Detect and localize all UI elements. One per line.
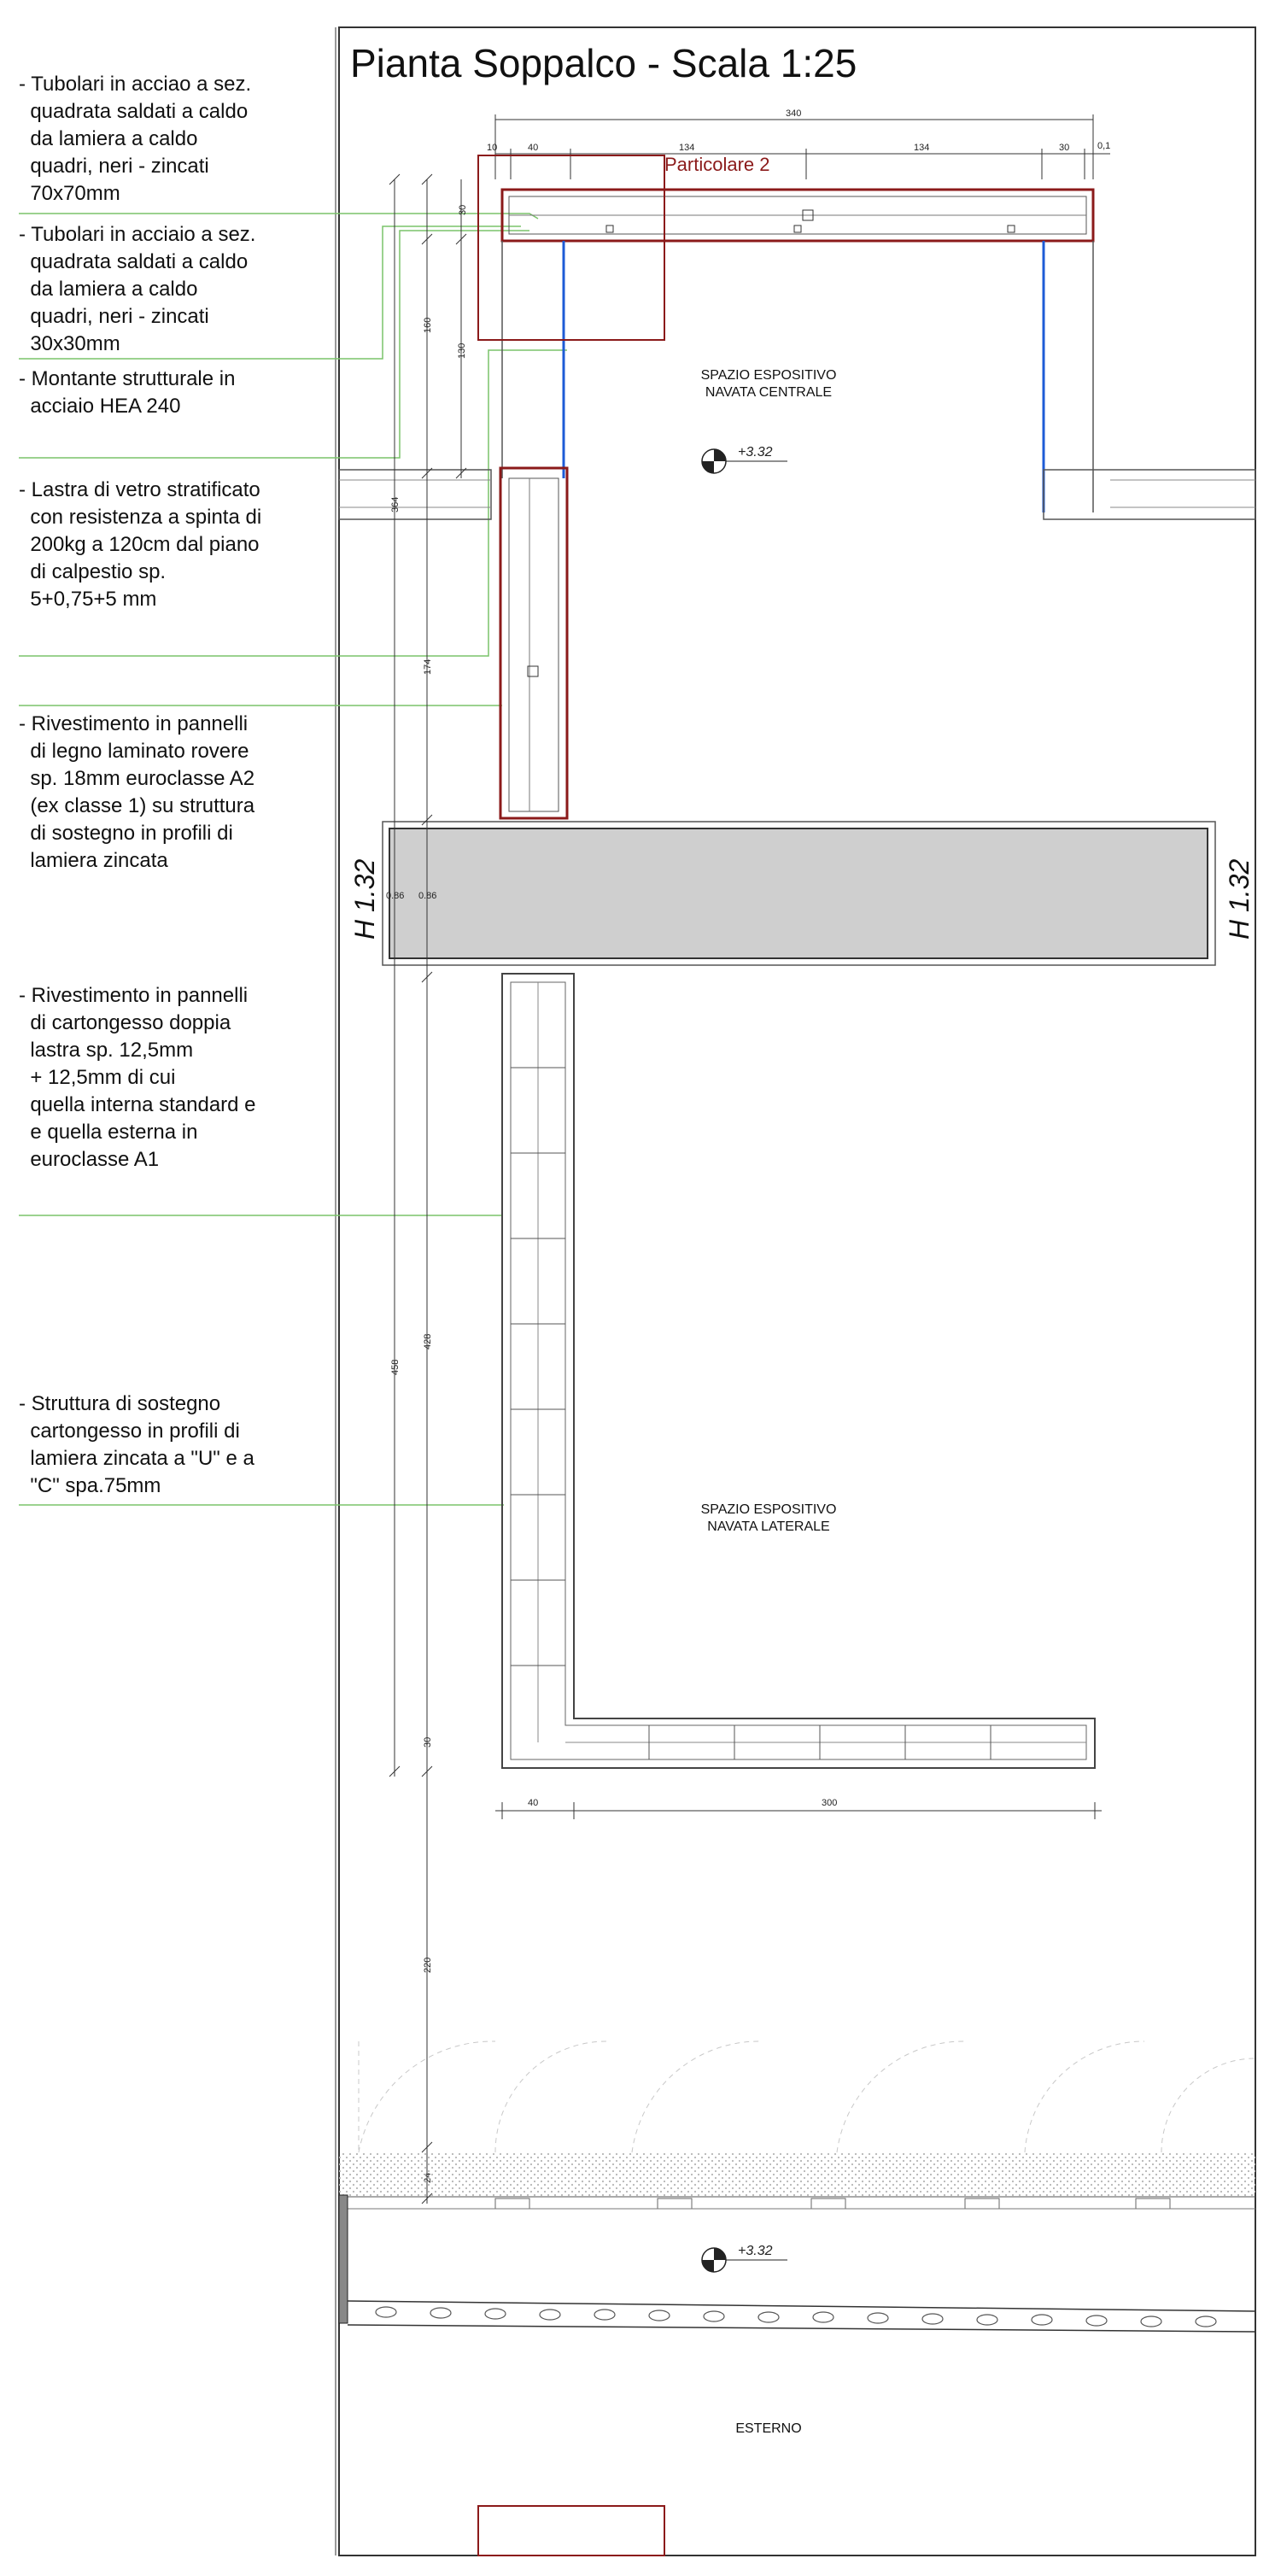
dim-top-30: 30 [1059, 143, 1070, 153]
level-label-lower: +3.32 [738, 2244, 773, 2258]
room-central-2: NAVATA CENTRALE [705, 385, 833, 400]
dim-left-174: 174 [423, 659, 433, 675]
wall-right [1044, 470, 1255, 519]
dim-top-10: 10 [487, 143, 498, 153]
note-support-structure: - Struttura di sostegno cartongesso in profili di lamiera zincata a "U" e a "C" spa.75mm [19, 1392, 254, 1497]
wall-stub [339, 2195, 348, 2323]
wall-left [339, 470, 491, 519]
door-swings [359, 2041, 1255, 2152]
beam-dim-1: 0.86 [386, 891, 405, 901]
dim-left-428: 428 [423, 1333, 433, 1349]
dimension-left [389, 174, 466, 2204]
detail-label: Particolare 2 [664, 154, 770, 175]
dim-left-30: 30 [458, 204, 468, 215]
l-wall [502, 974, 1095, 1768]
dimension-top [495, 114, 1110, 179]
dim-bottom-40: 40 [528, 1798, 539, 1808]
dim-left-130: 130 [457, 342, 467, 359]
note-oak-panels: - Rivestimento in pannelli di legno laminato rovere sp. 18mm euroclasse A2 (ex classe 1) su struttura di sostegno in profili di lamiera zincata [19, 712, 255, 872]
note-steel-tube-70: - Tubolari in acciao a sez. quadrata saldati a caldo da lamiera a caldo quadri, neri - zincati 70x70mm [19, 73, 252, 205]
height-label-right: H 1.32 [1224, 858, 1255, 940]
detail-frame-bottom [478, 2506, 664, 2556]
dim-top-40: 40 [528, 143, 539, 153]
glass-wall [500, 468, 567, 818]
note-hea-column: - Montante strutturale in acciaio HEA 240 [19, 367, 236, 418]
dimension-bottom [495, 1802, 1102, 1819]
dim-left-30b: 30 [423, 1736, 433, 1748]
room-exterior: ESTERNO [735, 2421, 802, 2436]
dim-top-134b: 134 [914, 143, 930, 153]
parapet [348, 2301, 1255, 2332]
dim-top-134a: 134 [679, 143, 695, 153]
drawing-title: Pianta Soppalco - Scala 1:25 [350, 41, 857, 85]
height-label-left: H 1.32 [349, 858, 380, 940]
window-frames [495, 2198, 1170, 2209]
dim-left-160: 160 [423, 317, 433, 333]
beam-dim-2: 0.86 [418, 891, 437, 901]
note-steel-tube-30: - Tubolari in acciaio a sez. quadrata saldati a caldo da lamiera a caldo quadri, neri - zincati 30x30mm [19, 223, 256, 355]
level-marker-lower [702, 2244, 787, 2272]
room-central-1: SPAZIO ESPOSITIVO [700, 368, 837, 383]
dim-left-458: 458 [390, 1359, 401, 1375]
detail-frame [478, 155, 664, 340]
dim-left-364: 364 [390, 496, 401, 512]
level-marker-upper [702, 445, 787, 473]
upper-frame [502, 190, 1093, 512]
beam [383, 822, 1215, 965]
level-label-upper: +3.32 [738, 445, 773, 460]
dim-top-340: 340 [786, 108, 802, 119]
room-lateral-2: NAVATA LATERALE [707, 1519, 830, 1534]
dim-top-01: 0,1 [1097, 141, 1111, 151]
room-lateral-1: SPAZIO ESPOSITIVO [700, 1502, 837, 1517]
dim-left-220: 220 [423, 1957, 433, 1973]
note-plasterboard: - Rivestimento in pannelli di cartongesso doppia lastra sp. 12,5mm + 12,5mm di cui quella interna standard e e quella esterna in euroclasse A1 [19, 984, 256, 1171]
dim-bottom-300: 300 [822, 1798, 838, 1808]
floor-band [339, 2152, 1255, 2197]
note-laminated-glass: - Lastra di vetro stratificato con resistenza a spinta di 200kg a 120cm dal piano di calpestio sp. 5+0,75+5 mm [19, 478, 262, 611]
